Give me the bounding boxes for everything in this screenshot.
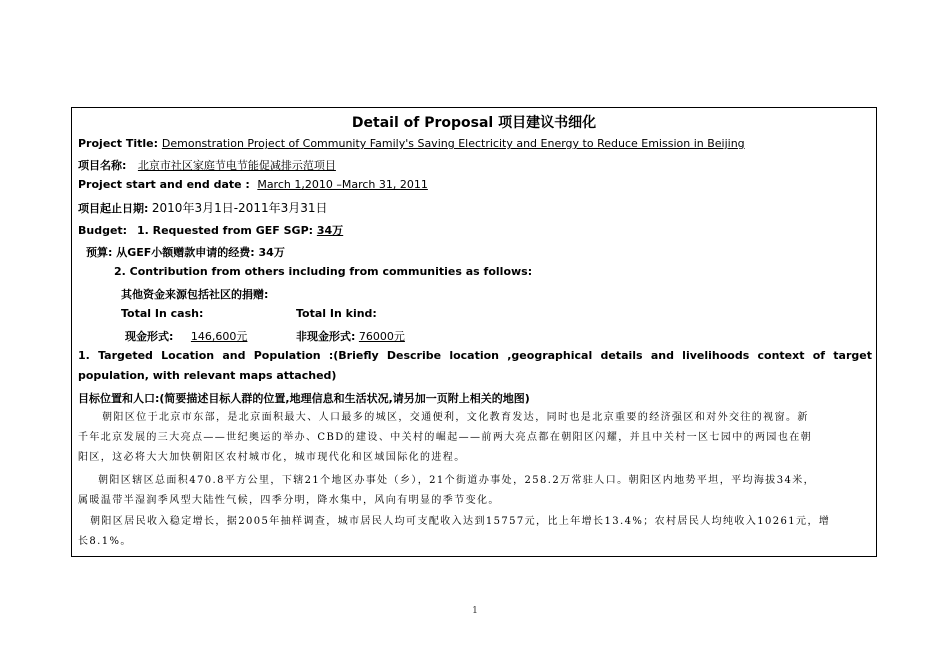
project-name-label: 项目名称: <box>78 159 127 172</box>
budget-cn-row: 预算: 从GEF小额赠款申请的经费: 34万 <box>86 246 285 259</box>
location-heading-line2: population, with relevant maps attached) <box>78 369 337 382</box>
dates-row <box>78 178 428 191</box>
project-name-row <box>78 157 390 173</box>
budget-item1-value: 34万 <box>316 224 344 237</box>
dates-cn-value: 2010年3月1日-2011年3月31日 <box>151 201 328 215</box>
cash-value: 146,600元 <box>190 330 248 343</box>
paragraph-3 <box>78 512 872 552</box>
proposal-table <box>71 107 877 557</box>
document-title: Detail of Proposal 项目建议书细化 <box>351 115 597 131</box>
dates-cn-row <box>78 199 328 216</box>
cash-label: Total In cash: <box>121 307 204 320</box>
dates-cn-label: 项目起止日期: <box>78 202 149 215</box>
dates-label: Project start and end date : <box>78 178 250 191</box>
budget-row <box>78 222 355 238</box>
kind-value: 76000元 <box>358 330 405 343</box>
page-number: 1 <box>472 606 478 616</box>
paragraph-2 <box>78 471 872 511</box>
project-title-value: Demonstration Project of Community Family's Saving Electricity and Energy to Reduce Emission in Beijing <box>161 137 745 150</box>
kind-cn-label: 非现金形式: <box>296 330 356 343</box>
budget-item2: 2. Contribution from others including from communities as follows: <box>114 265 533 278</box>
paragraph-1-line: 朝阳区位于北京市东部，是北京面积最大、人口最多的城区，交通便利，文化教育发达，同时也是北京重要的经济强区和对外交往的视窗。新 <box>102 412 809 423</box>
location-heading-cn: 目标位置和人口:(简要描述目标人群的位置,地理信息和生活状况,请另加一页附上相关的地图) <box>78 392 530 405</box>
project-name-value: 北京市社区家庭节电节能促减排示范项目 <box>137 159 336 172</box>
budget-item1: 1. Requested from GEF SGP: <box>136 224 314 237</box>
paragraph-1-line: 千年北京发展的三大亮点——世纪奥运的举办、CBD的建设、中关村的崛起——前两大亮点都在朝阳区闪耀，并且中关村一区七园中的两园也在朝 <box>78 432 813 443</box>
location-heading-line1: 1. Targeted Location and Population :(Briefly Describe location ,geographical details and livelihoods context of target <box>78 349 872 362</box>
budget-label: Budget: <box>78 224 128 237</box>
paragraph-2-line: 属暖温带半湿润季风型大陆性气候，四季分明，降水集中，风向有明显的季节变化。 <box>78 495 500 506</box>
kind-label: Total In kind: <box>296 307 377 320</box>
paragraph-2-line: 朝阳区辖区总面积470.8平方公里，下辖21个地区办事处（乡），21个街道办事处，258.2万常驻人口。朝阳区内地势平坦，平均海拔34米， <box>98 475 816 486</box>
budget-item2-cn: 其他资金来源包括社区的捐赠: <box>121 288 269 301</box>
kind-row <box>296 328 405 344</box>
paragraph-1-line: 阳区，这必将大大加快朝阳区农村城市化，城市现代化和区域国际化的进程。 <box>78 452 466 463</box>
paragraph-3-line: 长8.1%。 <box>78 536 132 547</box>
project-title-row <box>78 137 745 150</box>
cash-row <box>125 328 247 344</box>
dates-value: March 1,2010 –March 31, 2011 <box>257 178 428 191</box>
paragraph-3-line: 朝阳区居民收入稳定增长，据2005年抽样调查，城市居民人均可支配收入达到15757元，比上年增长13.4%；农村居民人均纯收入10261元，增 <box>90 516 831 527</box>
project-title-label: Project Title: <box>78 137 159 150</box>
cash-cn-label: 现金形式: <box>125 330 174 343</box>
paragraph-1 <box>78 408 872 468</box>
